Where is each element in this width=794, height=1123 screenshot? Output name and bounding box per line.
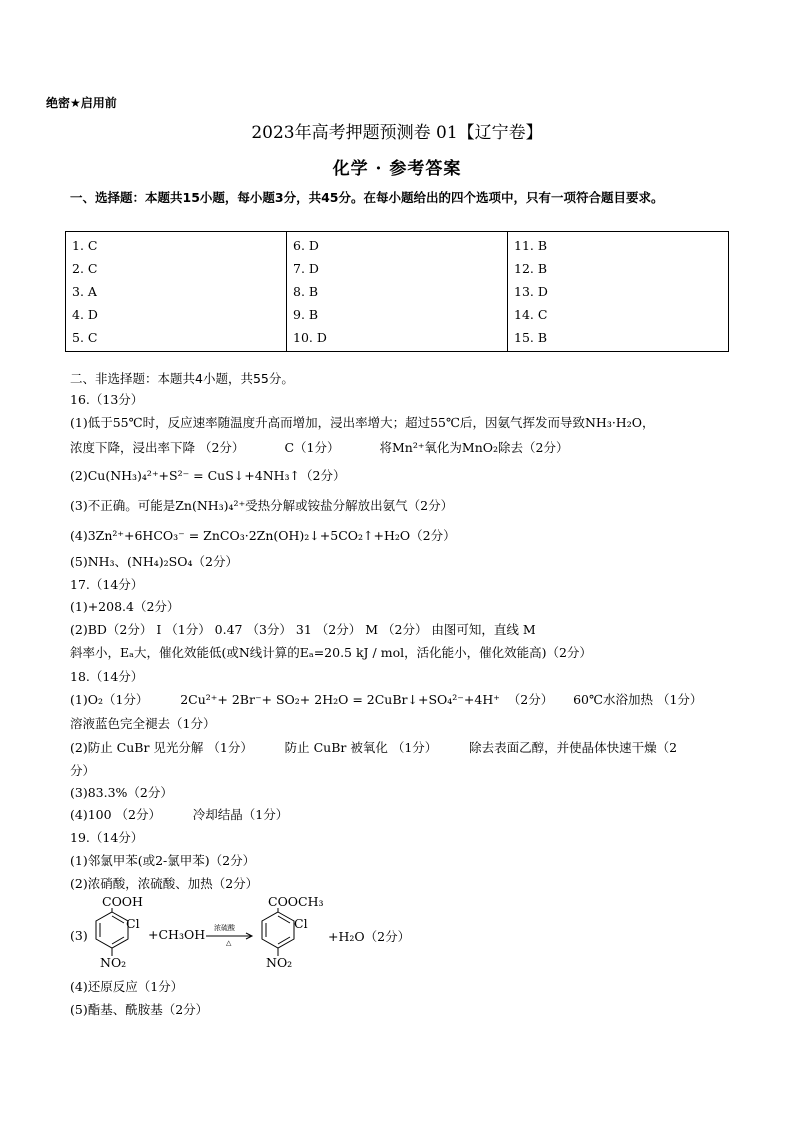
answer-item: 14. C xyxy=(514,307,548,322)
q19-line-4: (4)还原反应（1分） xyxy=(70,979,184,994)
q16-line-1: (1)低于55℃时，反应速率随温度升高而增加，浸出率增大；超过55℃后，因氨气挥发而导致NH₃·H₂O， xyxy=(70,415,655,430)
no2-label-product: NO₂ xyxy=(266,955,293,970)
answer-item: 10. D xyxy=(293,330,327,345)
water-product-label: +H₂O（2分） xyxy=(328,929,411,944)
q16-line-5: (4)3Zn²⁺+6HCO₃⁻ = ZnCO₃·2Zn(OH)₂↓+5CO₂↑+H₂O（2分） xyxy=(70,528,456,543)
section2-heading: 二、非选择题：本题共4小题，共55分。 xyxy=(70,371,294,386)
answer-item: 11. B xyxy=(514,238,548,253)
methanol-label: +CH₃OH xyxy=(148,927,206,942)
cl-label-product: Cl xyxy=(294,916,308,931)
answer-column-1 xyxy=(66,232,287,352)
q16-part3: 将Mn²⁺氧化为MnO₂除去（2分） xyxy=(379,440,569,455)
q19-number: 19.（14分） xyxy=(70,830,144,845)
cooh-label: COOH xyxy=(102,894,143,909)
q16-line-6: (5)NH₃、(NH₄)₂SO₄（2分） xyxy=(70,554,238,569)
q16-part2: C（1分） xyxy=(284,440,340,455)
page-subtitle: 化学 · 参考答案 xyxy=(332,159,462,179)
benzene-ring-reactant xyxy=(92,908,132,958)
benzene-ring-product xyxy=(258,908,298,958)
q16-line-3: (2)Cu(NH₃)₄²⁺+S²⁻ = CuS↓+4NH₃↑（2分） xyxy=(70,468,346,483)
q18-number: 18.（14分） xyxy=(70,669,144,684)
q19-line-5: (5)酯基、酰胺基（2分） xyxy=(70,1002,209,1017)
q17-number: 17.（14分） xyxy=(70,577,144,592)
answer-item: 15. B xyxy=(514,330,548,345)
no2-label: NO₂ xyxy=(100,955,127,970)
q17-line-2: (2)BD（2分） I （1分） 0.47 （3分） 31 （2分） M （2分） 由图可知，直线 M xyxy=(70,622,536,637)
answer-item: 3. A xyxy=(72,284,97,299)
answer-column-2 xyxy=(287,232,508,352)
secret-label: 绝密★启用前 xyxy=(46,96,117,110)
q19-line-1: (1)邻氯甲苯(或2-氯甲苯)（2分） xyxy=(70,853,256,868)
q18-line-1: (1)O₂（1分） 2Cu²⁺+ 2Br⁻+ SO₂+ 2H₂O = 2CuBr↓+SO₄²⁻+4H⁺ （2分） 60℃水浴加热 （1分） xyxy=(70,692,703,707)
answer-item: 13. D xyxy=(514,284,548,299)
q16-part1-b: 浓度下降，浸出率下降 （2分） xyxy=(70,440,245,455)
page-title: 2023年高考押题预测卷 01【辽宁卷】 xyxy=(251,123,543,143)
answer-item: 8. B xyxy=(293,284,319,299)
answer-item: 12. B xyxy=(514,261,548,276)
q16-line-2 xyxy=(70,439,569,457)
section1-heading: 一、选择题：本题共15小题，每小题3分，共45分。在每小题给出的四个选项中，只有一项符合题目要求。 xyxy=(70,190,664,205)
q17-line-1: (1)+208.4（2分） xyxy=(70,599,180,614)
q18-line-6: (4)100 （2分） 冷却结晶（1分） xyxy=(70,807,289,822)
answer-item: 4. D xyxy=(72,307,98,322)
answer-item: 1. C xyxy=(72,238,98,253)
answer-item: 6. D xyxy=(293,238,319,253)
answer-item: 2. C xyxy=(72,261,98,276)
q19-part3-label: (3) xyxy=(70,928,88,943)
q16-number: 16.（13分） xyxy=(70,392,144,407)
arrow-condition-top: 浓硫酸 xyxy=(214,924,235,932)
answer-item: 9. B xyxy=(293,307,319,322)
q19-line-2: (2)浓硝酸，浓硫酸、加热（2分） xyxy=(70,876,259,891)
arrow-condition-bottom: △ xyxy=(226,939,232,947)
q16-line-4: (3)不正确。可能是Zn(NH₃)₄²⁺受热分解或铵盐分解放出氨气（2分） xyxy=(70,498,454,513)
q18-line-5: (3)83.3%（2分） xyxy=(70,785,173,800)
answer-item: 5. C xyxy=(72,330,98,345)
answer-item: 7. D xyxy=(293,261,319,276)
q18-line-2: 溶液蓝色完全褪去（1分） xyxy=(70,716,216,731)
q18-line-3: (2)防止 CuBr 见光分解 （1分） 防止 CuBr 被氧化 （1分） 除去表面乙醇，并使晶体快速干燥（2 xyxy=(70,740,678,755)
answer-table xyxy=(65,231,729,352)
cooch3-label: COOCH₃ xyxy=(268,894,324,909)
answer-column-3 xyxy=(508,232,729,352)
q17-line-3: 斜率小，Eₐ大，催化效能低(或N线计算的Eₐ=20.5 kJ / mol，活化能小，催化效能高)（2分） xyxy=(70,645,592,660)
q18-line-4: 分） xyxy=(70,763,96,778)
cl-label: Cl xyxy=(126,916,140,931)
